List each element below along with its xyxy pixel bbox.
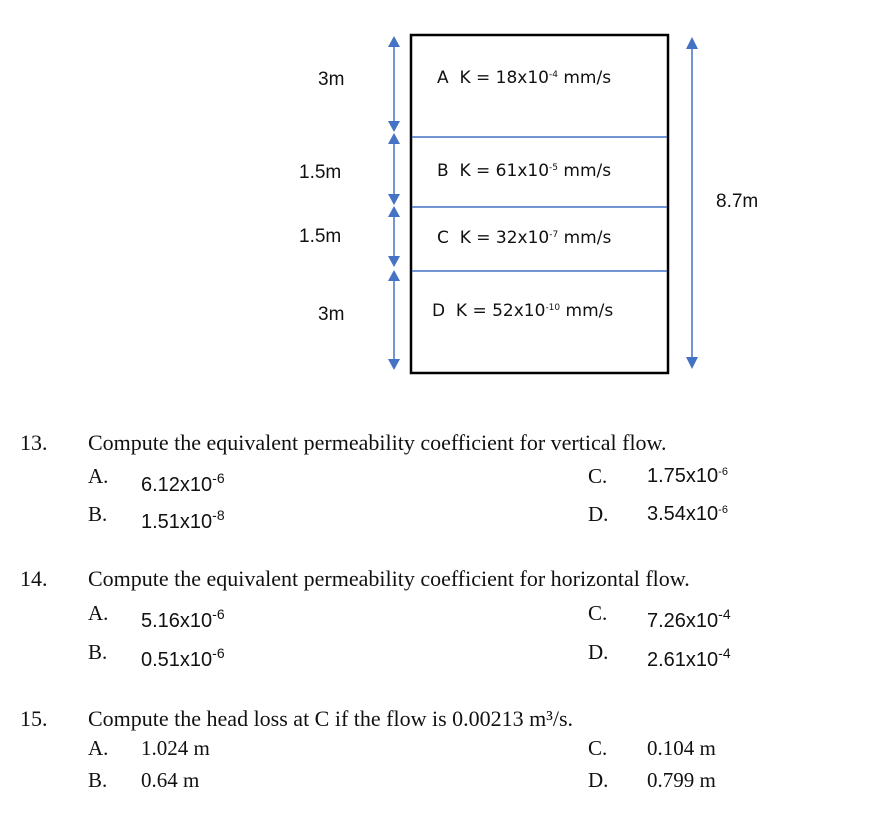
dimension-label-layer-a: 3m [318,69,345,90]
value-exponent: -6 [212,606,225,622]
value-exponent: -8 [212,507,225,523]
q13-option-a-value [141,470,225,497]
question-15-text: Compute the head loss at C if the flow is 0.00213 m³/s. [88,706,574,731]
q13-option-d-letter: D. [588,502,609,526]
dimension-label-layer-b: 1.5m [299,162,342,183]
dimension-label-layer-d: 3m [318,304,345,325]
q13-option-c-letter: C. [588,464,608,488]
q15-option-b-letter: B. [88,768,108,792]
layer-k-exponent: -7 [549,230,559,240]
q14-option-a-letter: A. [88,601,109,625]
question-14-number: 14. [20,566,48,591]
value-base: 2.61x10 [647,649,719,671]
q13-option-b-letter: B. [88,502,108,526]
q15-option-d-letter: D. [588,768,609,792]
q14-option-d-value [647,645,731,672]
dimension-arrow-layer-b [388,133,400,205]
q14-option-b-value [141,645,225,672]
q13-option-b-value [141,507,225,534]
layer-letter: C [437,228,449,248]
q14-option-c-letter: C. [588,601,608,625]
value-exponent: -6 [212,470,225,486]
value-base: 5.16x10 [141,610,213,632]
question-14-text: Compute the equivalent permeability coefficient for horizontal flow. [88,566,690,591]
layer-letter: B [437,161,449,181]
layer-k-unit: mm/s [560,301,614,321]
layer-k-exponent: -5 [549,163,558,173]
layer-k-unit: mm/s [558,161,612,181]
value-base: 6.12x10 [141,474,213,496]
value-base: 1.75x10 [647,465,719,487]
q13-option-a-letter: A. [88,464,109,488]
value-exponent: -6 [718,466,728,478]
question-15-number: 15. [20,706,48,731]
value-base: 7.26x10 [647,610,719,632]
layer-k-base: K = 18x10 [459,68,549,88]
value-base: 1.51x10 [141,511,213,533]
layer-k-exponent: -10 [545,303,561,313]
dimension-arrow-total [686,37,698,369]
layer-d-label [432,301,613,321]
q15-option-b-value: 0.64 m [141,768,200,792]
dimension-label-layer-c: 1.5m [299,226,342,247]
value-exponent: -6 [212,645,225,661]
value-exponent: -4 [718,645,731,661]
q15-option-c-value: 0.104 m [647,736,716,760]
q15-option-c-letter: C. [588,736,608,760]
q14-option-c-value [647,606,731,633]
layer-a-label [437,68,611,88]
layer-k-base: K = 52x10 [455,301,546,321]
q15-option-d-value: 0.799 m [647,768,716,792]
dimension-label-total: 8.7m [716,191,759,212]
q14-option-b-letter: B. [88,640,108,664]
layer-k-base: K = 61x10 [459,161,550,181]
value-base: 0.51x10 [141,649,213,671]
q15-option-a-letter: A. [88,736,109,760]
value-exponent: -6 [718,504,728,516]
question-13-number: 13. [20,430,48,455]
question-13-text: Compute the equivalent permeability coefficient for vertical flow. [88,430,667,455]
layer-b-label [437,161,611,181]
q14-option-a-value [141,606,225,633]
q15-option-a-value: 1.024 m [141,736,210,760]
dimension-arrow-layer-d [388,270,400,370]
q14-option-d-letter: D. [588,640,609,664]
layer-c-label [437,228,611,248]
layer-k-unit: mm/s [558,228,612,248]
value-exponent: -4 [718,606,731,622]
layer-k-unit: mm/s [557,68,612,88]
layer-letter: A [437,68,449,88]
q13-option-c-value [647,465,728,488]
layer-letter: D [432,301,446,321]
layer-k-base: K = 32x10 [459,228,550,248]
dimension-arrow-layer-a [388,36,400,132]
q13-option-d-value [647,503,728,526]
value-base: 3.54x10 [647,503,719,525]
dimension-arrow-layer-c [388,206,400,267]
layer-k-exponent: -4 [548,70,558,80]
